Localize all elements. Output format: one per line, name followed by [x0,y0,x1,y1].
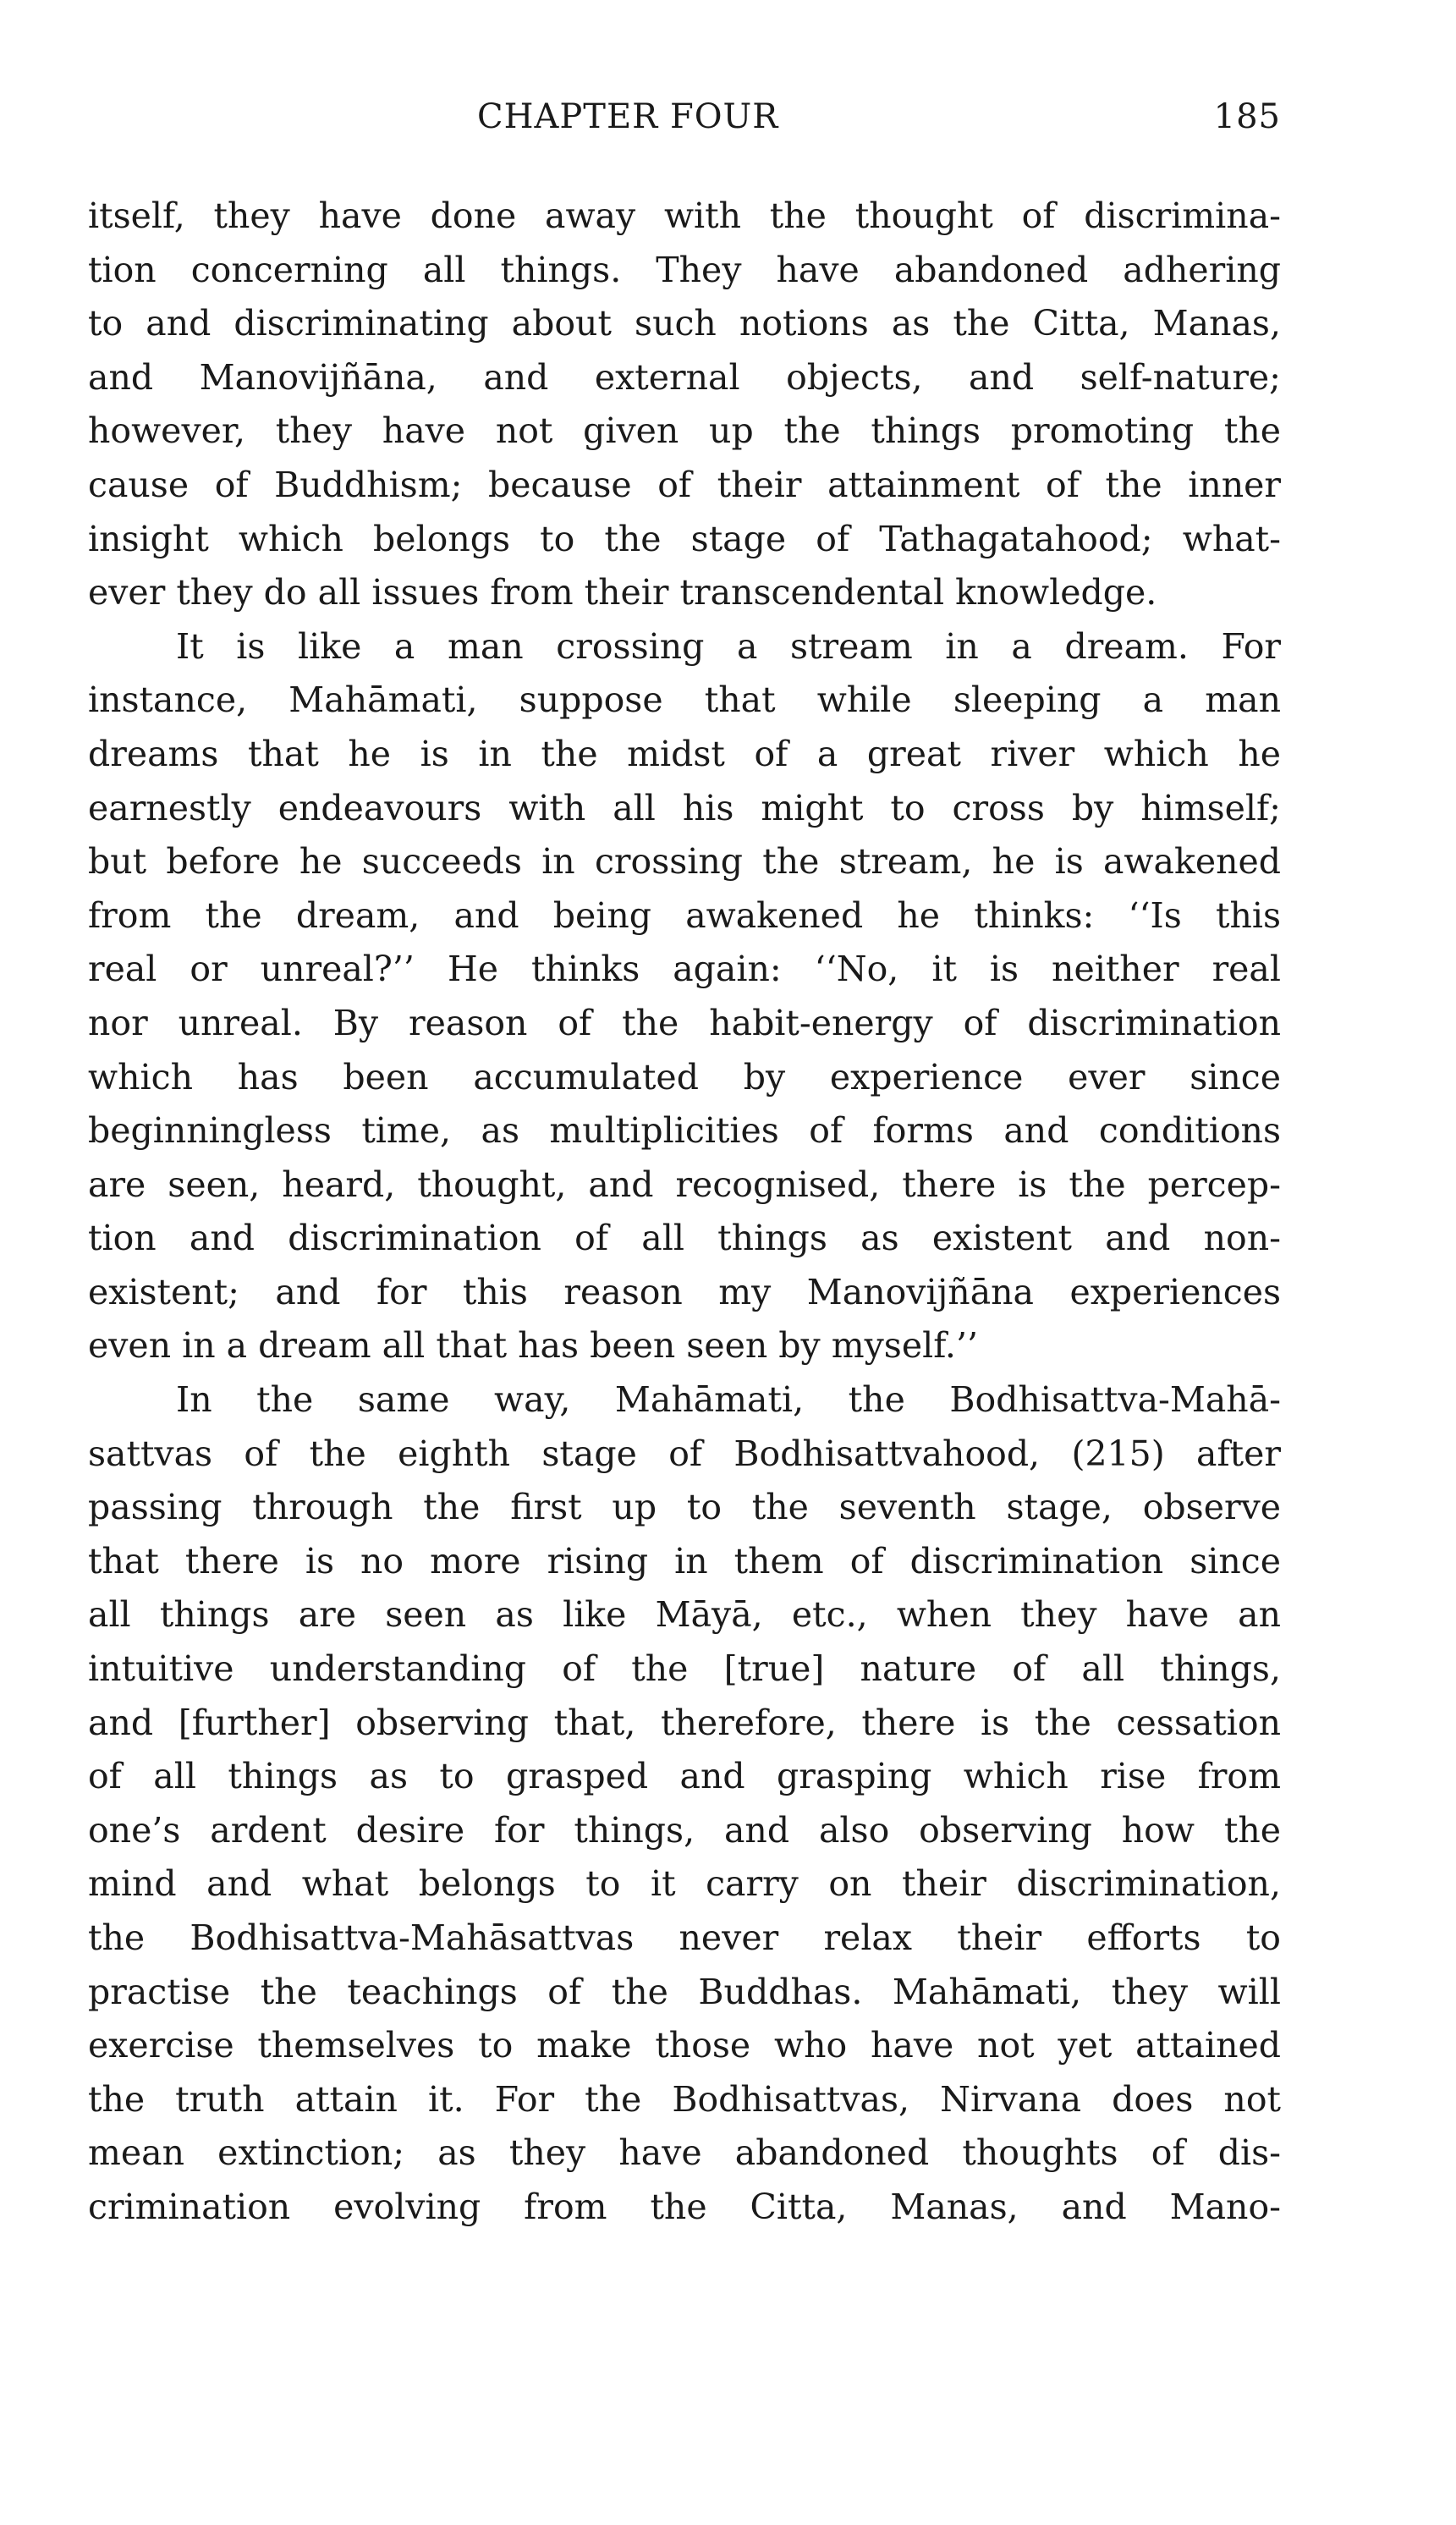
text-line: tion concerning all things. They have abandoned adhering [88,249,1281,290]
text-line: the Bodhisattva-Mahāsattvas never relax their efforts to [88,1917,1281,1958]
text-line: sattvas of the eighth stage of Bodhisattvahood, (215) after [88,1433,1281,1474]
text-line: the truth attain it. For the Bodhisattvas, Nirvana does not [88,2078,1281,2120]
text-line: real or unreal?’’ He thinks again: ‘‘No, it is neither real [88,949,1281,990]
text-line: insight which belongs to the stage of Tathagatahood; what- [88,518,1281,559]
text-line: and [further] observing that, therefore, there is the cessation [88,1702,1281,1743]
text-line: crimination evolving from the Citta, Manas, and Mano- [88,2186,1281,2227]
text-line: from the dream, and being awakened he thinks: ‘‘Is this [88,894,1281,936]
text-line: It is like a man crossing a stream in a dream. For [176,625,1281,667]
text-line: but before he succeeds in crossing the stream, he is awakened [88,841,1281,883]
text-line: instance, Mahāmati, suppose that while sleeping a man [88,679,1281,721]
text-line: nor unreal. By reason of the habit-energy of discrimination [88,1002,1281,1043]
body-text [88,190,1281,2235]
text-line: of all things as to grasped and grasping which rise from [88,1756,1281,1797]
text-line: earnestly endeavours with all his might to cross by himself; [88,787,1281,828]
text-line: to and discriminating about such notions as the Citta, Manas, [88,303,1281,344]
text-line: and Manovijñāna, and external objects, and self-nature; [88,356,1281,398]
text-line: intuitive understanding of the [true] nature of all things, [88,1648,1281,1690]
chapter-title: CHAPTER FOUR [477,97,779,136]
text-line: In the same way, Mahāmati, the Bodhisattva-Mahā- [176,1379,1281,1421]
text-line: tion and discrimination of all things as existent and non- [88,1218,1281,1259]
text-line: itself, they have done away with the thought of discrimina- [88,195,1281,236]
text-line: are seen, heard, thought, and recognised, there is the percep- [88,1163,1281,1205]
page-number: 185 [1213,97,1281,136]
text-line: mean extinction; as they have abandoned thoughts of dis- [88,2132,1281,2174]
text-line: practise the teachings of the Buddhas. Mahāmati, they will [88,1971,1281,2012]
text-line: ever they do all issues from their transcendental knowledge. [88,572,1157,613]
text-line: however, they have not given up the things promoting the [88,410,1281,452]
text-line: even in a dream all that has been seen by myself.’’ [88,1325,979,1367]
text-line: that there is no more rising in them of discrimination since [88,1540,1281,1582]
text-line: beginningless time, as multiplicities of forms and conditions [88,1110,1281,1152]
text-line: mind and what belongs to it carry on their discrimination, [88,1863,1281,1905]
text-line: passing through the first up to the seventh stage, observe [88,1487,1281,1528]
text-line: which has been accumulated by experience ever since [88,1056,1281,1097]
text-line: one’s ardent desire for things, and also observing how the [88,1809,1281,1851]
text-line: dreams that he is in the midst of a great river which he [88,733,1281,774]
text-line: all things are seen as like Māyā, etc., when they have an [88,1594,1281,1636]
text-line: existent; and for this reason my Manovijñāna experiences [88,1271,1281,1312]
text-line: cause of Buddhism; because of their attainment of the inner [88,464,1281,505]
running-header [88,91,1281,142]
text-line: exercise themselves to make those who have not yet attained [88,2025,1281,2066]
